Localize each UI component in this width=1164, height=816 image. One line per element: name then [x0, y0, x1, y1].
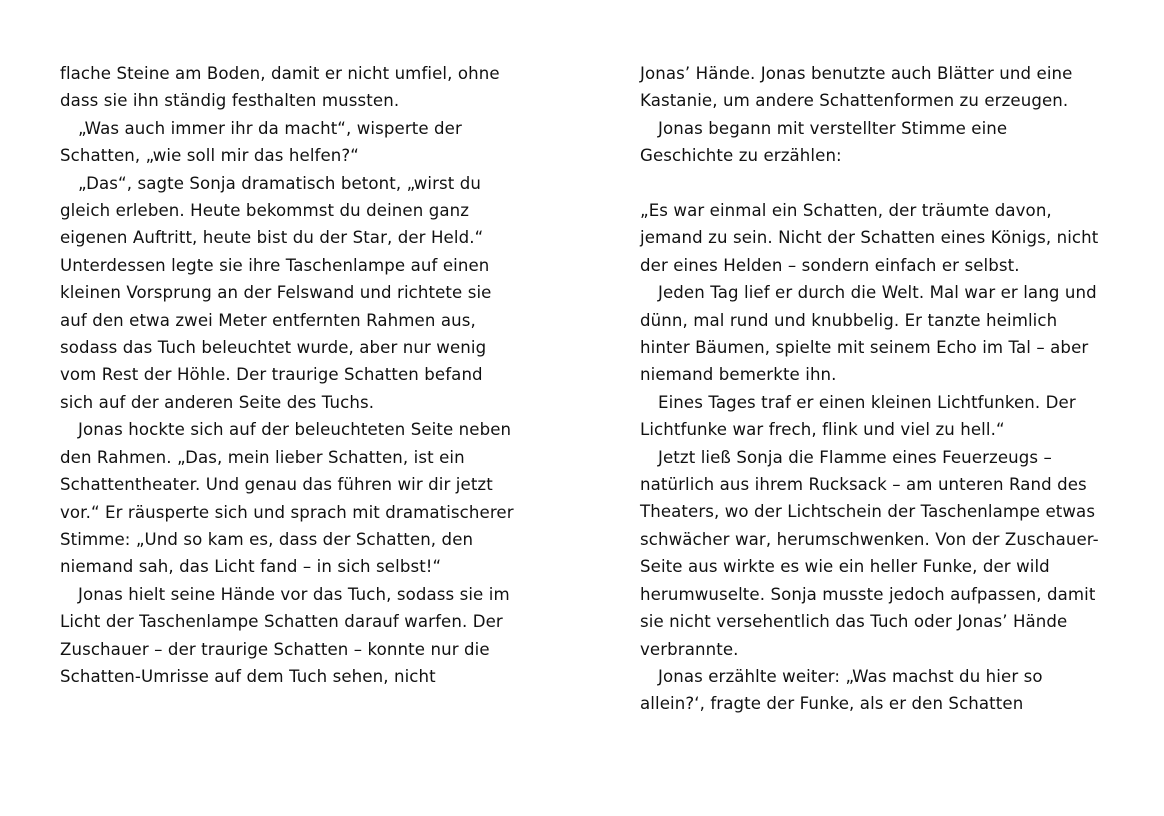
- left-text-column: [60, 60, 520, 736]
- paragraph: „Es war einmal ein Schatten, der träumte davon, jemand zu sein. Nicht der Schatten eines Königs, nicht der eines Helden – sondern einfach er selbst.: [640, 201, 1104, 275]
- paragraph: Jonas begann mit verstellter Stimme eine Geschichte zu erzählen:: [640, 118, 1013, 166]
- paragraph: Jonas erzählte weiter: „Was machst du hier so allein?‘, fragte der Funke, als er den Schatten: [640, 666, 1048, 714]
- paragraph: flache Steine am Boden, damit er nicht umfiel, ohne dass sie ihn ständig festhalten mussten.: [60, 64, 506, 111]
- paragraph: Jetzt ließ Sonja die Flamme eines Feuerzeugs – natürlich aus ihrem Rucksack – am unteren Rand des Theaters, wo der Lichtschein der Taschenlampe etwas schwächer war, herumschwenken. Von der Zuschauer-Seite aus wirkte es wie ein heller Funke, der wild herumwuselte. Sonja musste jedoch aufpassen, damit sie nicht versehentlich das Tuch oder Jonas’ Hände verbrannte.: [640, 447, 1101, 659]
- right-text-column: [640, 60, 1104, 736]
- paragraph: „Das“, sagte Sonja dramatisch betont, „wirst du gleich erleben. Heute bekommst du deinen ganz eigenen Auftritt, heute bist du der Star, der Held.“ Unterdessen legte sie ihre Taschenlampe auf einen kleinen Vorsprung an der Felswand und richtete sie auf den etwa zwei Meter entfernten Rahmen aus, sodass das Tuch beleuchtet wurde, aber nur wenig vom Rest der Höhle. Der traurige Schatten befand sich auf der anderen Seite des Tuchs.: [60, 173, 497, 412]
- paragraph: Jeden Tag lief er durch die Welt. Mal war er lang und dünn, mal rund und knubbelig. Er tanzte heimlich hinter Bäumen, spielte mit seinem Echo im Tal – aber niemand bemerkte ihn.: [640, 283, 1103, 385]
- paragraph: Jonas hielt seine Hände vor das Tuch, sodass sie im Licht der Taschenlampe Schatten darauf warfen. Der Zuschauer – der traurige Schatten – konnte nur die Schatten-Umrisse auf dem Tuch sehen, nicht: [60, 584, 516, 686]
- paragraph: Jonas’ Hände. Jonas benutzte auch Blätter und eine Kastanie, um andere Schattenformen zu erzeugen.: [640, 64, 1078, 111]
- paragraph: „Was auch immer ihr da macht“, wisperte der Schatten, „wie soll mir das helfen?“: [60, 118, 468, 166]
- paragraph: Eines Tages traf er einen kleinen Lichtfunken. Der Lichtfunke war frech, flink und viel zu hell.“: [640, 392, 1082, 440]
- paragraph: Jonas hockte sich auf der beleuchteten Seite neben den Rahmen. „Das, mein lieber Schatten, ist ein Schattentheater. Und genau das führen wir dir jetzt vor.“ Er räusperte sich und sprach mit dramatischerer Stimme: „Und so kam es, dass der Schatten, den niemand sah, das Licht fand – in sich selbst!“: [60, 420, 519, 577]
